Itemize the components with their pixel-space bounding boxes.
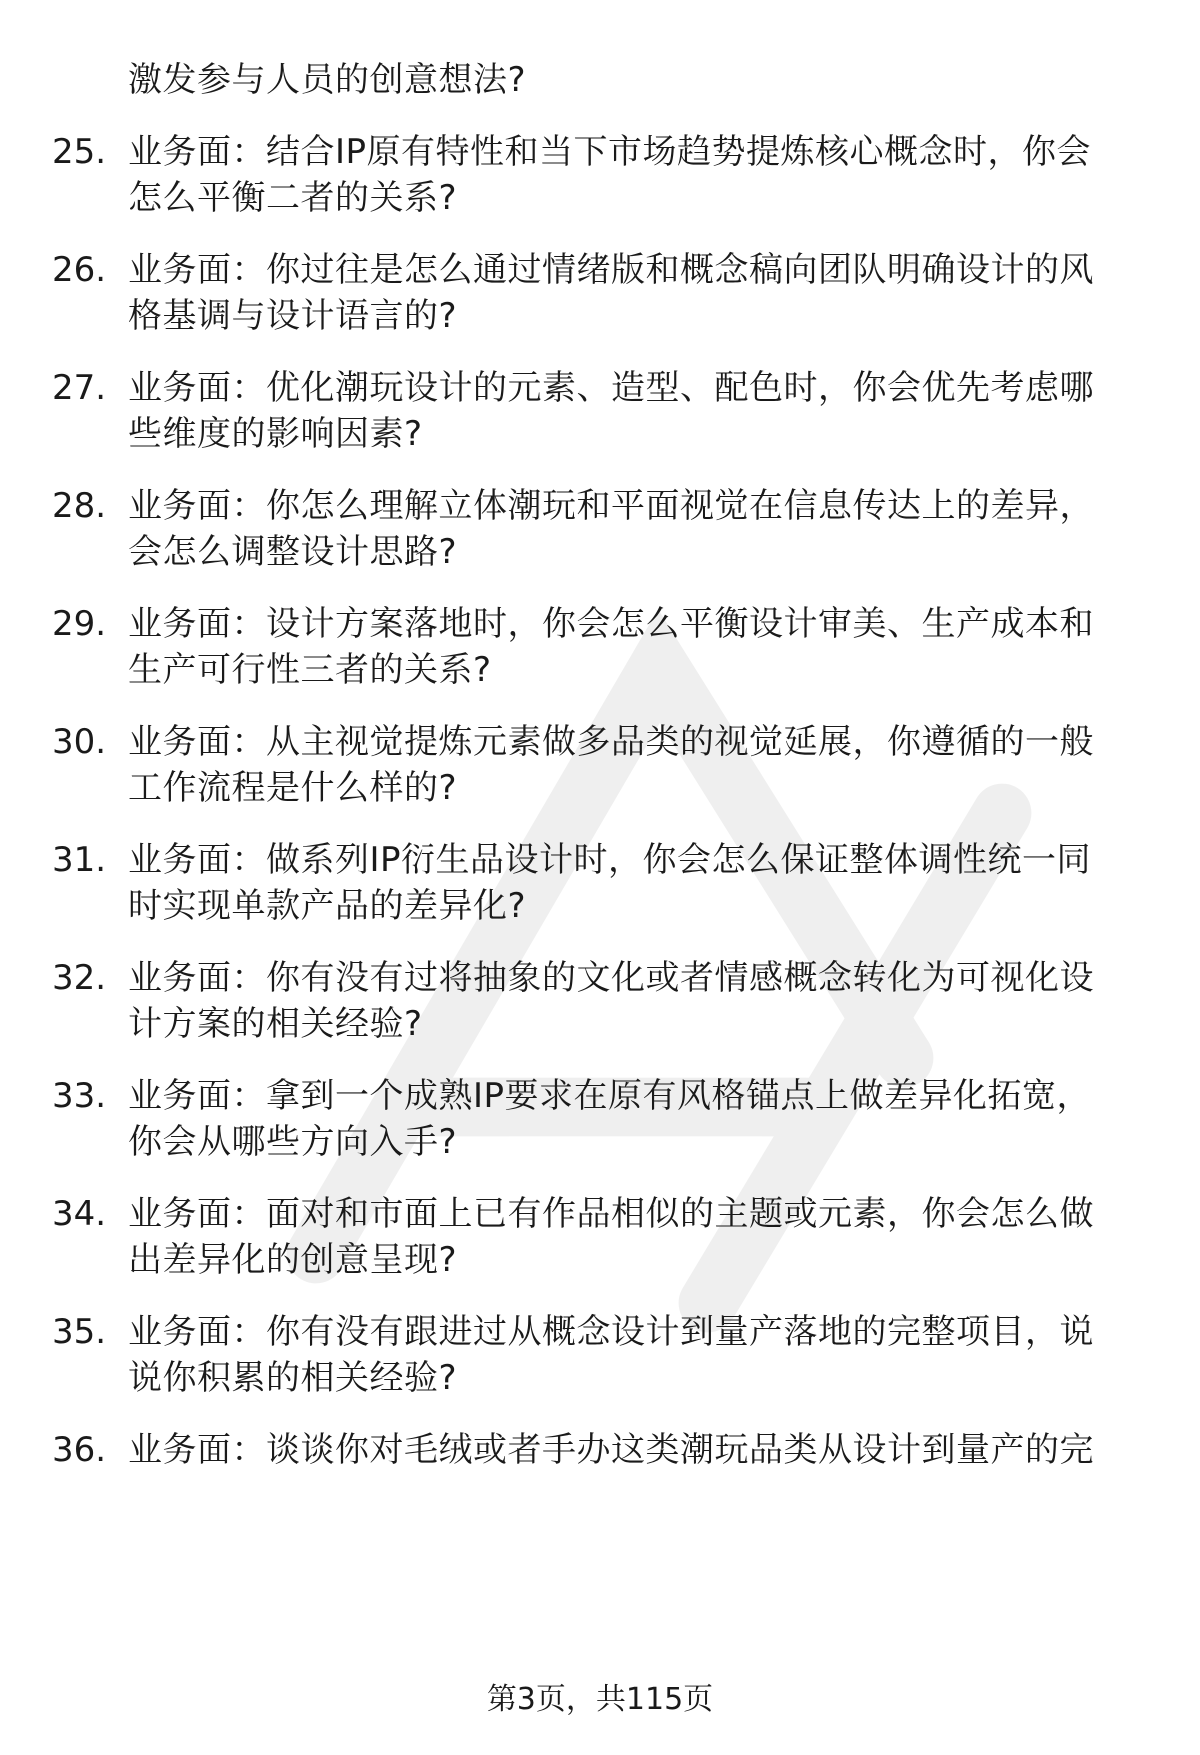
question-number: 30. (52, 722, 107, 762)
question-line: 说你积累的相关经验? (128, 1358, 458, 1398)
question-line: 业务面：谈谈你对毛绒或者手办这类潮玩品类从设计到量产的完 (128, 1430, 1094, 1470)
question-number: 33. (52, 1076, 107, 1116)
question-line: 工作流程是什么样的? (128, 768, 458, 808)
question-line: 业务面：做系列IP衍生品设计时，你会怎么保证整体调性统一同 (128, 840, 1092, 880)
question-number: 32. (52, 958, 107, 998)
question-line: 生产可行性三者的关系? (128, 650, 492, 690)
question-line: 计方案的相关经验? (128, 1004, 423, 1044)
question-line: 业务面：你过往是怎么通过情绪版和概念稿向团队明确设计的风 (128, 250, 1094, 290)
question-line: 时实现单款产品的差异化? (128, 886, 527, 926)
question-line: 出差异化的创意呈现? (128, 1240, 458, 1280)
question-number: 28. (52, 486, 107, 526)
question-line: 业务面：从主视觉提炼元素做多品类的视觉延展，你遵循的一般 (128, 722, 1094, 762)
question-line: 业务面：面对和市面上已有作品相似的主题或元素，你会怎么做 (128, 1194, 1094, 1234)
continuation-line: 激发参与人员的创意想法? (128, 60, 527, 100)
question-line: 会怎么调整设计思路? (128, 532, 458, 572)
question-line: 业务面：优化潮玩设计的元素、造型、配色时，你会优先考虑哪 (128, 368, 1094, 408)
question-line: 格基调与设计语言的? (128, 296, 458, 336)
question-number: 35. (52, 1312, 107, 1352)
question-line: 业务面：你怎么理解立体潮玩和平面视觉在信息传达上的差异， (128, 486, 1094, 526)
question-number: 36. (52, 1430, 107, 1470)
question-number: 27. (52, 368, 107, 408)
question-number: 31. (52, 840, 107, 880)
question-line: 业务面：设计方案落地时，你会怎么平衡设计审美、生产成本和 (128, 604, 1094, 644)
question-line: 些维度的影响因素? (128, 414, 423, 454)
question-line: 怎么平衡二者的关系? (128, 178, 458, 218)
question-line: 业务面：拿到一个成熟IP要求在原有风格锚点上做差异化拓宽， (128, 1076, 1092, 1116)
page-footer: 第3页，共115页 (486, 1682, 714, 1717)
question-number: 29. (52, 604, 107, 644)
question-number: 26. (52, 250, 107, 290)
question-line: 业务面：结合IP原有特性和当下市场趋势提炼核心概念时，你会 (128, 132, 1092, 172)
question-line: 业务面：你有没有过将抽象的文化或者情感概念转化为可视化设 (128, 958, 1094, 998)
question-line: 你会从哪些方向入手? (128, 1122, 458, 1162)
question-number: 34. (52, 1194, 107, 1234)
question-number: 25. (52, 132, 107, 172)
question-line: 业务面：你有没有跟进过从概念设计到量产落地的完整项目，说 (128, 1312, 1094, 1352)
